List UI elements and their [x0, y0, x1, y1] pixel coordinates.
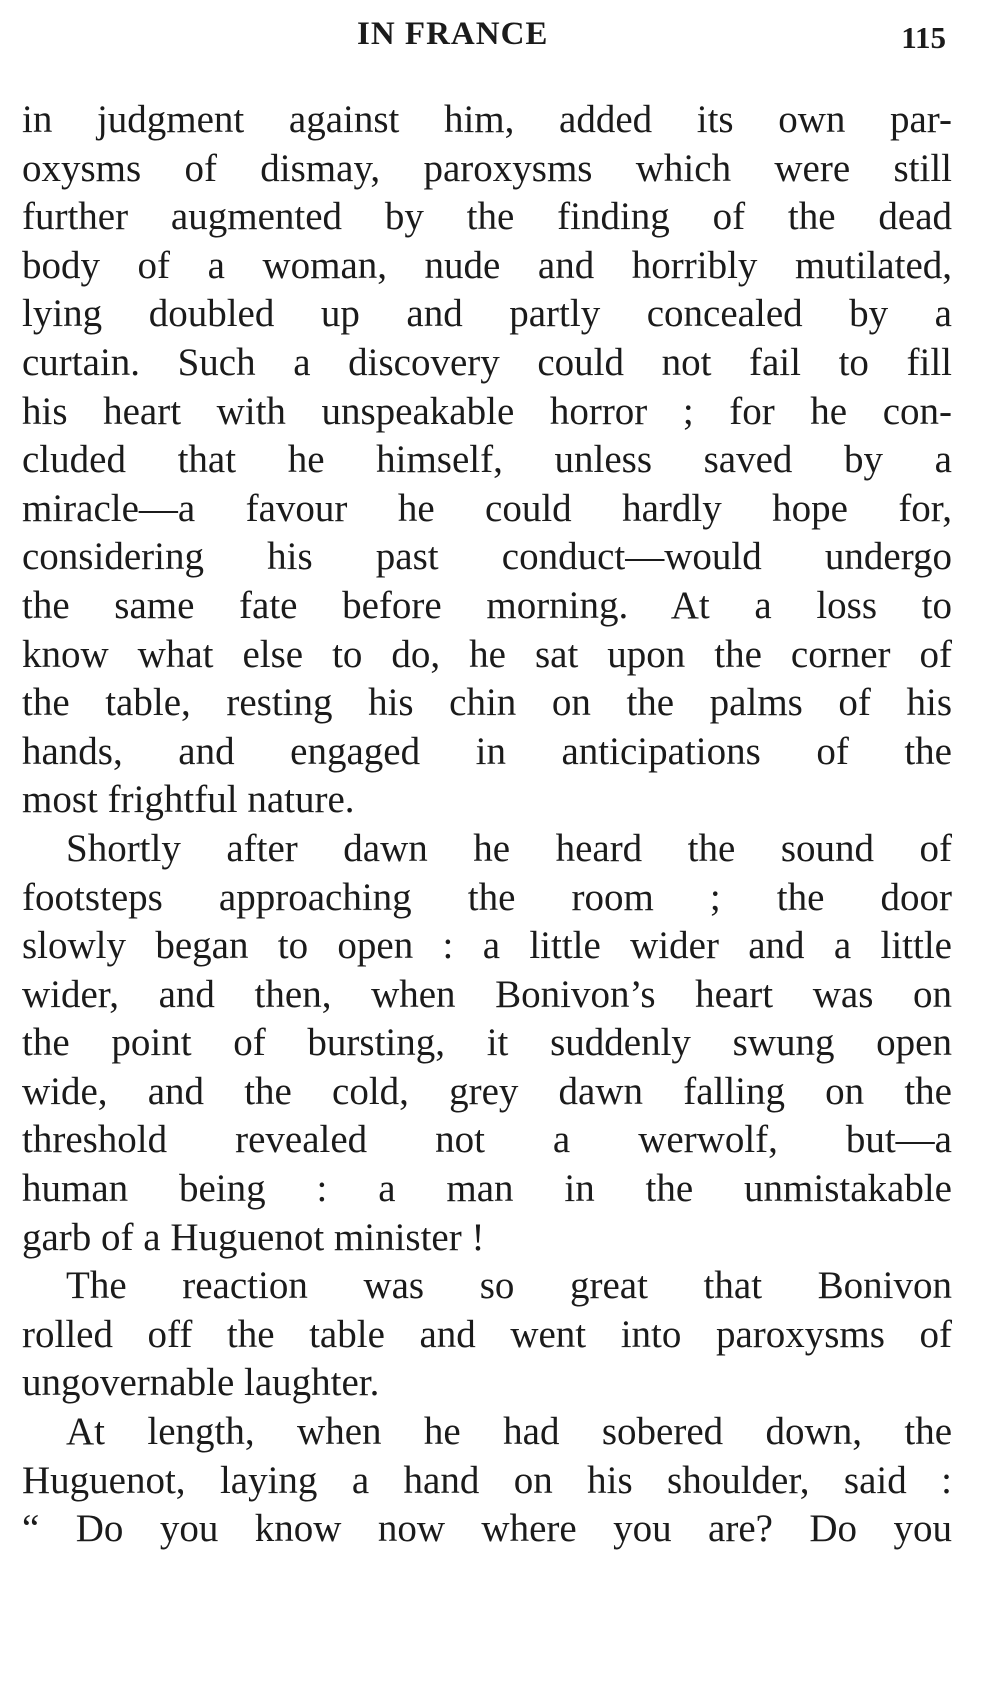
body-text [22, 96, 952, 1554]
text-line: the point of bursting, it suddenly swung open [22, 1021, 952, 1065]
text-line: most frightful nature. [22, 778, 355, 822]
text-line: oxysms of dismay, paroxysms which were still [22, 146, 952, 190]
page-number: 115 [901, 20, 946, 55]
text-line: human being : a man in the unmistakable [22, 1167, 952, 1211]
text-line: considering his past conduct—would undergo [22, 535, 952, 579]
text-line: wider, and then, when Bonivon’s heart was on [22, 972, 952, 1016]
text-line: in judgment against him, added its own par- [22, 98, 952, 141]
text-line: ungovernable laughter. [22, 1361, 380, 1405]
text-line: body of a woman, nude and horribly mutilated, [22, 243, 952, 287]
book-page [22, 14, 962, 1674]
text-line: cluded that he himself, unless saved by a [22, 438, 952, 482]
text-line: slowly began to open : a little wider and a little [22, 924, 952, 968]
text-line: the table, resting his chin on the palms of his [22, 681, 952, 725]
text-line: further augmented by the finding of the dead [22, 195, 952, 239]
text-line: know what else to do, he sat upon the corner of [22, 632, 952, 676]
text-line: Shortly after dawn he heard the sound of [66, 826, 952, 870]
running-head [22, 14, 962, 74]
text-line: his heart with unspeakable horror ; for he con- [22, 389, 952, 433]
text-line: miracle—a favour he could hardly hope for, [22, 486, 952, 530]
text-line: curtain. Such a discovery could not fail to fill [22, 340, 952, 384]
text-line: lying doubled up and partly concealed by a [22, 292, 952, 336]
text-line: the same fate before morning. At a loss to [22, 583, 952, 627]
text-line: The reaction was so great that Bonivon [66, 1264, 952, 1308]
text-line: Huguenot, laying a hand on his shoulder, said : [22, 1458, 952, 1502]
text-line: At length, when he had sobered down, the [66, 1410, 952, 1454]
text-line: hands, and engaged in anticipations of the [22, 729, 952, 773]
text-line: threshold revealed not a werwolf, but—a [22, 1118, 952, 1162]
text-line: footsteps approaching the room ; the door [22, 875, 952, 919]
text-line: wide, and the cold, grey dawn falling on the [22, 1069, 952, 1113]
text-line: rolled off the table and went into paroxysms of [22, 1312, 952, 1356]
text-line: “ Do you know now where you are? Do you [22, 1507, 952, 1551]
running-title: IN FRANCE [357, 16, 549, 52]
text-line: garb of a Huguenot minister ! [22, 1215, 485, 1259]
